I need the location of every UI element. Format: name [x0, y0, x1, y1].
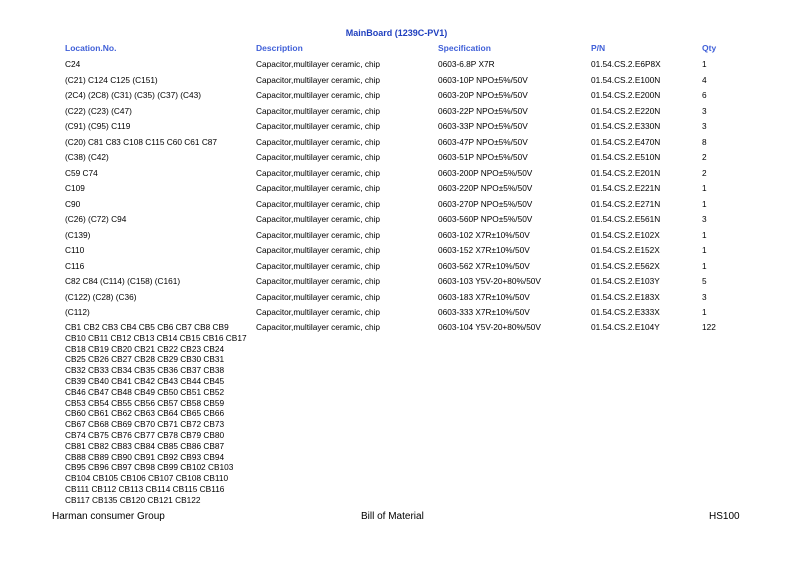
document-title: MainBoard (1239C-PV1): [345, 28, 448, 38]
location-cell: (C139): [65, 229, 91, 240]
description-cell: Capacitor,multilayer ceramic, chip: [256, 229, 381, 240]
location-cell: C90: [65, 198, 81, 209]
column-header-location: Location.No.: [65, 43, 117, 53]
table-row: [0, 183, 793, 199]
footer-company: Harman consumer Group: [52, 511, 165, 522]
table-row: [0, 75, 793, 91]
specification-cell: 0603-333 X7R±10%/50V: [438, 307, 530, 317]
pn-cell: 01.54.CS.2.E562X: [591, 260, 660, 271]
qty-cell: 3: [702, 214, 707, 224]
pn-cell: 01.54.CS.2.E510N: [591, 152, 661, 162]
table-row: [0, 245, 793, 261]
page-footer: [0, 511, 793, 525]
specification-cell: 0603-183 X7R±10%/50V: [438, 291, 530, 302]
location-cell: (C112): [65, 307, 90, 317]
specification-cell: 0603-270P NPO±5%/50V: [438, 198, 533, 209]
pn-cell: 01.54.CS.2.E102X: [591, 229, 660, 240]
specification-cell: 0603-10P NPO±5%/50V: [438, 74, 528, 85]
location-cell: (C26) (C72) C94: [65, 214, 127, 224]
qty-cell: 1: [702, 229, 707, 240]
pn-cell: 01.54.CS.2.E330N: [591, 121, 661, 131]
location-cell: (C91) (C95) C119: [65, 121, 131, 131]
specification-cell: 0603-6.8P X7R: [438, 59, 495, 69]
pn-cell: 01.54.CS.2.E104Y: [591, 322, 660, 332]
bom-table-body: [0, 59, 793, 323]
table-row: [0, 90, 793, 106]
table-row: [0, 322, 793, 510]
description-cell: Capacitor,multilayer ceramic, chip: [256, 152, 381, 162]
description-cell: Capacitor,multilayer ceramic, chip: [256, 121, 381, 131]
specification-cell: 0603-22P NPO±5%/50V: [438, 105, 528, 116]
description-cell: Capacitor,multilayer ceramic, chip: [256, 59, 381, 69]
specification-cell: 0603-152 X7R±10%/50V: [438, 245, 530, 255]
qty-cell: 2: [702, 167, 707, 178]
table-row: [0, 307, 793, 323]
location-cell: (C21) C124 C125 (C151): [65, 74, 158, 85]
table-row: [0, 168, 793, 184]
table-row: [0, 199, 793, 215]
specification-cell: 0603-51P NPO±5%/50V: [438, 152, 528, 162]
table-row: [0, 106, 793, 122]
pn-cell: 01.54.CS.2.E271N: [591, 198, 661, 209]
qty-cell: 3: [702, 105, 707, 116]
pn-cell: 01.54.CS.2.E221N: [591, 183, 661, 193]
specification-cell: 0603-102 X7R±10%/50V: [438, 229, 530, 240]
location-cell: (C38) (C42): [65, 152, 109, 162]
location-cell: C110: [65, 245, 85, 255]
description-cell: Capacitor,multilayer ceramic, chip: [256, 198, 381, 209]
footer-doc-type: Bill of Material: [361, 511, 424, 522]
qty-cell: 1: [702, 183, 707, 193]
description-cell: Capacitor,multilayer ceramic, chip: [256, 214, 381, 224]
description-cell: Capacitor,multilayer ceramic, chip: [256, 74, 381, 85]
column-header-qty: Qty: [702, 43, 717, 53]
specification-cell: 0603-103 Y5V-20+80%/50V: [438, 276, 541, 286]
specification-cell: 0603-562 X7R±10%/50V: [438, 260, 530, 271]
location-cell: CB1 CB2 CB3 CB4 CB5 CB6 CB7 CB8 CB9 CB10 CB11 CB12 CB13 CB14 CB15 CB16 CB17 CB18 CB19 CB20 CB21 CB22 CB23 CB24 CB25 CB26 CB27 CB28 CB29 CB30 CB31 CB32 CB33 CB34 CB35 CB36 CB37 CB38 CB39 CB40 CB41 CB42 CB43 CB44 CB45 CB46 CB47 CB48 CB49 CB50 CB51 CB52 CB53 CB54 CB55 CB56 CB57 CB58 CB59 CB60 CB61 CB62 CB63 CB64 CB65 CB66 CB67 CB68 CB69 CB70 CB71 CB72 CB73 CB74 CB75 CB76 CB77 CB78 CB79 CB80 CB81 CB82 CB83 CB84 CB85 CB86 CB87 CB88 CB89 CB90 CB91 CB92 CB93 CB94 CB95 CB96 CB97 CB98 CB99 CB102 CB103 CB104 CB105 CB106 CB107 CB108 CB110 CB111 CB112 CB113 CB114 CB115 CB116 CB117 CB135 CB120 CB121 CB122: [65, 322, 247, 505]
description-cell: Capacitor,multilayer ceramic, chip: [256, 167, 381, 178]
pn-cell: 01.54.CS.2.E103Y: [591, 276, 660, 286]
description-cell: Capacitor,multilayer ceramic, chip: [256, 90, 381, 100]
location-cell: C116: [65, 260, 85, 271]
qty-cell: 1: [702, 59, 707, 69]
location-cell: C109: [65, 183, 85, 193]
pn-cell: 01.54.CS.2.E183X: [591, 291, 660, 302]
specification-cell: 0603-220P NPO±5%/50V: [438, 183, 533, 193]
qty-cell: 6: [702, 90, 707, 100]
location-cell: C24: [65, 59, 81, 69]
table-row: [0, 292, 793, 308]
description-cell: Capacitor,multilayer ceramic, chip: [256, 136, 381, 147]
footer-model: HS100: [709, 511, 740, 522]
pn-cell: 01.54.CS.2.E6P8X: [591, 59, 661, 69]
table-row: [0, 137, 793, 153]
description-cell: Capacitor,multilayer ceramic, chip: [256, 105, 381, 116]
description-cell: Capacitor,multilayer ceramic, chip: [256, 322, 381, 332]
qty-cell: 122: [702, 322, 716, 332]
pn-cell: 01.54.CS.2.E201N: [591, 167, 661, 178]
table-row: [0, 261, 793, 277]
table-row: [0, 230, 793, 246]
table-row: [0, 276, 793, 292]
qty-cell: 1: [702, 198, 707, 209]
location-cell: C59 C74: [65, 167, 98, 178]
specification-cell: 0603-200P NPO±5%/50V: [438, 167, 533, 178]
qty-cell: 8: [702, 136, 707, 147]
pn-cell: 01.54.CS.2.E100N: [591, 74, 661, 85]
pn-cell: 01.54.CS.2.E470N: [591, 136, 661, 147]
table-row: [0, 214, 793, 230]
qty-cell: 5: [702, 276, 707, 286]
location-cell: (C20) C81 C83 C108 C115 C60 C61 C87: [65, 136, 218, 147]
description-cell: Capacitor,multilayer ceramic, chip: [256, 183, 381, 193]
description-cell: Capacitor,multilayer ceramic, chip: [256, 291, 381, 302]
table-row: [0, 59, 793, 75]
table-header: [0, 43, 793, 55]
qty-cell: 1: [702, 245, 707, 255]
qty-cell: 3: [702, 291, 707, 302]
location-cell: (2C4) (2C8) (C31) (C35) (C37) (C43): [65, 90, 202, 100]
pn-cell: 01.54.CS.2.E333X: [591, 307, 660, 317]
qty-cell: 1: [702, 307, 707, 317]
specification-cell: 0603-33P NPO±5%/50V: [438, 121, 528, 131]
qty-cell: 1: [702, 260, 707, 271]
location-cell: (C22) (C23) (C47): [65, 105, 132, 116]
specification-cell: 0603-560P NPO±5%/50V: [438, 214, 533, 224]
qty-cell: 2: [702, 152, 707, 162]
column-header-pn: P/N: [591, 43, 606, 53]
specification-cell: 0603-104 Y5V-20+80%/50V: [438, 322, 541, 332]
column-header-description: Description: [256, 43, 303, 53]
table-row: [0, 121, 793, 137]
location-cell: (C122) (C28) (C36): [65, 291, 137, 302]
description-cell: Capacitor,multilayer ceramic, chip: [256, 245, 381, 255]
specification-cell: 0603-20P NPO±5%/50V: [438, 90, 528, 100]
location-cell: C82 C84 (C114) (C158) (C161): [65, 276, 181, 286]
table-row: [0, 152, 793, 168]
column-header-specification: Specification: [438, 43, 491, 53]
pn-cell: 01.54.CS.2.E561N: [591, 214, 661, 224]
pn-cell: 01.54.CS.2.E220N: [591, 105, 661, 116]
qty-cell: 4: [702, 74, 707, 85]
description-cell: Capacitor,multilayer ceramic, chip: [256, 276, 381, 286]
qty-cell: 3: [702, 121, 707, 131]
pn-cell: 01.54.CS.2.E152X: [591, 245, 660, 255]
description-cell: Capacitor,multilayer ceramic, chip: [256, 260, 381, 271]
description-cell: Capacitor,multilayer ceramic, chip: [256, 307, 381, 317]
pn-cell: 01.54.CS.2.E200N: [591, 90, 661, 100]
specification-cell: 0603-47P NPO±5%/50V: [438, 136, 528, 147]
